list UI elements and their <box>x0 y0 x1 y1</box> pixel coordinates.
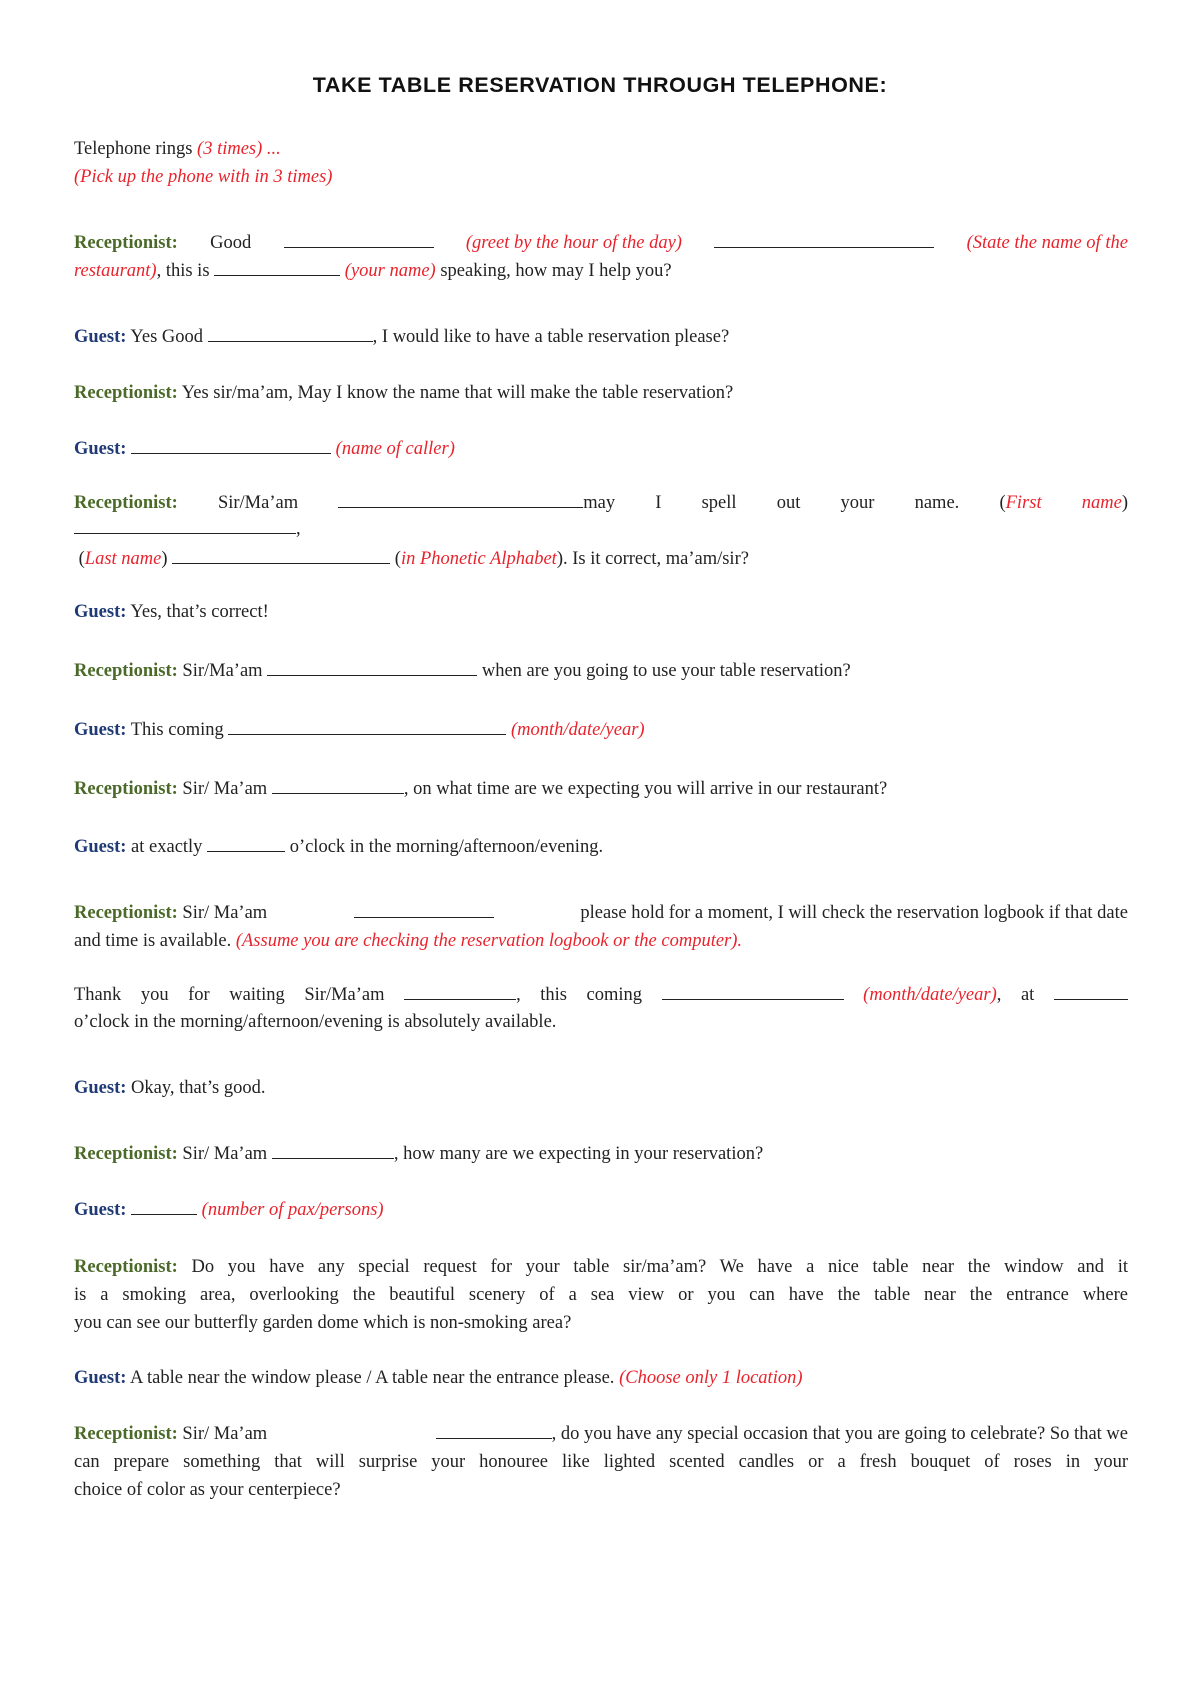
blank-pax[interactable] <box>131 1195 197 1215</box>
hint: (State the name of the <box>966 233 1128 253</box>
receptionist-line-1: Receptionist: Good (greet by the hour of the day) (State the name of the <box>74 228 1128 258</box>
intro-direction <box>74 162 1128 192</box>
speaker-guest: Guest: <box>74 1078 127 1098</box>
hint: (month/date/year) <box>863 985 997 1005</box>
guest-line-6: Guest: Okay, that’s good. <box>74 1078 266 1098</box>
receptionist-line-1-cont: restaurant), this is (your name) speaking, how may I help you? <box>74 256 1128 286</box>
hint: (number of pax/persons) <box>201 1200 384 1220</box>
hint: (Choose only 1 location) <box>619 1368 803 1388</box>
receptionist-line-9: Receptionist: Do you have any special request for your table sir/ma’am? We have a nice table near the window and it <box>74 1257 1129 1277</box>
hint: (your name) <box>344 261 436 281</box>
guest-line-4: Guest: This coming (month/date/year) <box>74 715 1128 745</box>
receptionist-line-10: Receptionist: Sir/ Ma’am , do you have any special occasion that you are going to celebrate? So that we <box>74 1419 1128 1449</box>
blank-caller-name[interactable] <box>131 434 331 454</box>
blank-name[interactable] <box>338 488 583 508</box>
speaker-guest: Guest: <box>74 1368 127 1388</box>
receptionist-line-2: Receptionist: Yes sir/ma’am, May I know the name that will make the table reservation? <box>74 383 734 403</box>
receptionist-line-3-cont: , <box>74 514 1128 544</box>
speaker-guest: Guest: <box>74 327 127 347</box>
receptionist-line-6: Receptionist: Sir/ Ma’am please hold for a moment, I will check the reservation logbook if that date <box>74 898 1128 928</box>
speaker-receptionist: Receptionist: <box>74 1144 178 1164</box>
speaker-receptionist: Receptionist: <box>74 1424 178 1444</box>
receptionist-line-5: Receptionist: Sir/ Ma’am , on what time are we expecting you will arrive in our restaurant? <box>74 774 1128 804</box>
intro-line: Telephone rings (3 times) ... <box>74 139 281 159</box>
receptionist-line-9-cont: is a smoking area, overlooking the beautiful scenery of a sea view or you can have the table near the entrance where <box>74 1285 1128 1305</box>
speaker-guest: Guest: <box>74 439 127 459</box>
page-title: TAKE TABLE RESERVATION THROUGH TELEPHONE: <box>312 73 888 97</box>
receptionist-line-3-cont2: (Last name) (in Phonetic Alphabet). Is it correct, ma’am/sir? <box>74 544 1128 574</box>
speaker-receptionist: Receptionist: <box>74 493 178 513</box>
blank-guest-name[interactable] <box>267 656 477 676</box>
blank-time[interactable] <box>1054 980 1128 1000</box>
hint: (month/date/year) <box>510 720 645 740</box>
speaker-guest: Guest: <box>74 720 127 740</box>
stage-direction: (Pick up the phone with in 3 times) <box>74 167 333 187</box>
receptionist-line-8: Receptionist: Sir/ Ma’am , how many are we expecting in your reservation? <box>74 1139 1128 1169</box>
blank-guest-name[interactable] <box>354 898 494 918</box>
receptionist-line-6-cont: and time is available. (Assume you are checking the reservation logbook or the computer). <box>74 931 743 951</box>
speaker-guest: Guest: <box>74 602 127 622</box>
speaker-receptionist: Receptionist: <box>74 903 178 923</box>
guest-line-3: Guest: Yes, that’s correct! <box>74 602 269 622</box>
receptionist-line-10-cont: can prepare something that will surprise your honouree like lighted scented candles or a fresh bouquet of roses in your <box>74 1452 1128 1472</box>
speaker-guest: Guest: <box>74 1200 127 1220</box>
blank-greeting[interactable] <box>284 228 434 248</box>
speaker-receptionist: Receptionist: <box>74 779 178 799</box>
receptionist-line-4: Receptionist: Sir/Ma’am when are you going to use your table reservation? <box>74 656 1128 686</box>
blank-greeting[interactable] <box>208 322 373 342</box>
speaker-receptionist: Receptionist: <box>74 1257 178 1277</box>
receptionist-line-10-cont2: choice of color as your centerpiece? <box>74 1480 341 1500</box>
blank-guest-name[interactable] <box>436 1419 552 1439</box>
stage-direction: (Assume you are checking the reservation logbook or the computer). <box>235 931 743 951</box>
blank-time[interactable] <box>207 832 285 852</box>
stage-direction: (3 times) ... <box>197 139 281 159</box>
receptionist-line-7: Thank you for waiting Sir/Ma’am , this coming (month/date/year), at <box>74 980 1128 1010</box>
guest-line-2 <box>74 434 1128 464</box>
guest-line-8: Guest: A table near the window please / A table near the entrance please. (Choose only 1 location) <box>74 1368 803 1388</box>
guest-line-5: Guest: at exactly o’clock in the morning/afternoon/evening. <box>74 832 1128 862</box>
blank-guest-name[interactable] <box>272 1139 394 1159</box>
blank-restaurant-name[interactable] <box>714 228 934 248</box>
blank-date[interactable] <box>662 980 844 1000</box>
blank-guest-name[interactable] <box>404 980 516 1000</box>
receptionist-line-9-cont2: you can see our butterfly garden dome which is non-smoking area? <box>74 1313 572 1333</box>
speaker-receptionist: Receptionist: <box>74 233 178 253</box>
blank-first-name[interactable] <box>74 514 296 534</box>
speaker-guest: Guest: <box>74 837 127 857</box>
speaker-receptionist: Receptionist: <box>74 661 178 681</box>
guest-line-7 <box>74 1195 1128 1225</box>
receptionist-line-7-cont: o’clock in the morning/afternoon/evening is absolutely available. <box>74 1012 557 1032</box>
receptionist-line-3: Receptionist: Sir/Ma’am may I spell out your name. (First name) <box>74 488 1128 518</box>
guest-line-1: Guest: Yes Good , I would like to have a table reservation please? <box>74 322 1128 352</box>
hint: (name of caller) <box>335 439 455 459</box>
blank-guest-name[interactable] <box>272 774 404 794</box>
blank-date[interactable] <box>228 715 506 735</box>
blank-last-name[interactable] <box>172 544 390 564</box>
blank-your-name[interactable] <box>214 256 340 276</box>
hint: (greet by the hour of the day) <box>465 233 682 253</box>
speaker-receptionist: Receptionist: <box>74 383 178 403</box>
